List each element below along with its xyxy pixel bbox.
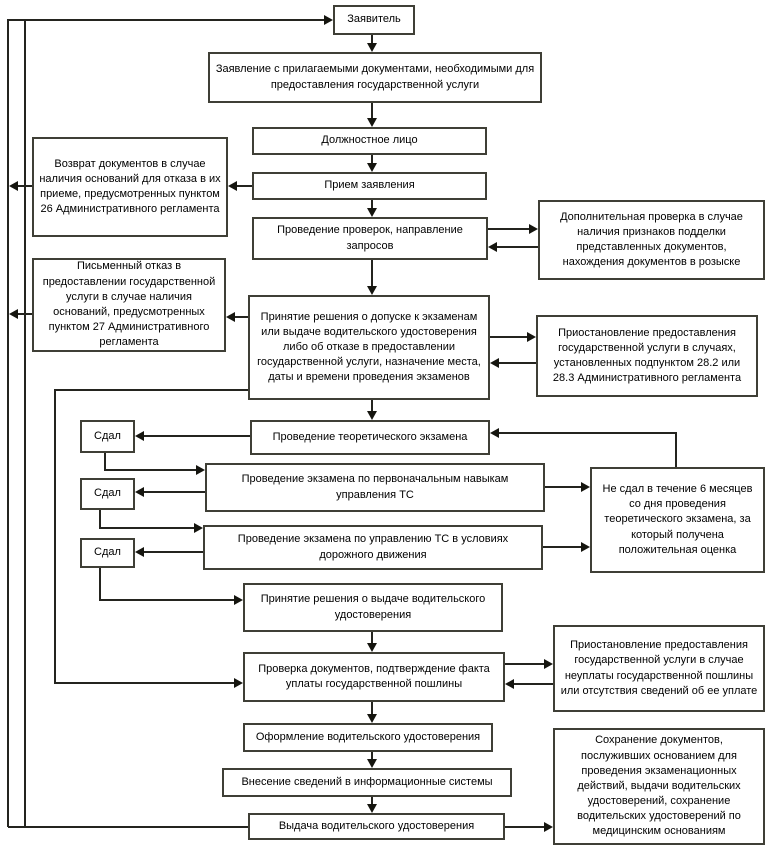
connector-passed2-driving [99, 527, 194, 529]
arrowhead-right-icon [544, 659, 553, 669]
flow-node-skills-exam: Проведение экзамена по первоначальным навыкам управления ТС [205, 463, 545, 512]
flow-node-official: Должностное лицо [252, 127, 487, 155]
connector-skills-passed2 [144, 491, 205, 493]
arrowhead-right-icon [581, 542, 590, 552]
arrowhead-right-icon [324, 15, 333, 25]
connector-bypass-vertical [54, 389, 56, 684]
connector-reception-returndocs [237, 185, 252, 187]
arrowhead-right-icon [234, 678, 243, 688]
connector-returndocs-loop [18, 185, 32, 187]
connector-decision-refusal [235, 316, 248, 318]
arrowhead-left-icon [228, 181, 237, 191]
connector-skills-notpassed [545, 486, 581, 488]
arrowhead-left-icon [490, 358, 499, 368]
arrowhead-left-icon [135, 547, 144, 557]
arrowhead-left-icon [226, 312, 235, 322]
arrowhead-down-icon [367, 759, 377, 768]
connector-susp282-decision-back [499, 362, 536, 364]
connector-loop-to-applicant [8, 19, 324, 21]
connector-issuance-storage [505, 826, 544, 828]
flow-node-passed-1: Сдал [80, 420, 135, 453]
connector-passed3-issuedecision [99, 599, 234, 601]
flow-node-suspension-282: Приостановление предоставления государственной услуги в случаях, установленных подпунктом 28.2 или 28.3 Административного регламента [536, 315, 758, 397]
connector-passed1-skills [104, 469, 196, 471]
connector-refusal-loop [18, 313, 32, 315]
flow-node-issuance: Выдача водительского удостоверения [248, 813, 505, 840]
arrowhead-down-icon [367, 286, 377, 295]
arrowhead-right-icon [581, 482, 590, 492]
flow-node-formalization: Оформление водительского удостоверения [243, 723, 493, 752]
arrowhead-down-icon [367, 714, 377, 723]
connector-docverify-suspfee-out [505, 663, 544, 665]
arrowhead-down-icon [367, 208, 377, 217]
connector-left-outer-line [7, 19, 9, 827]
flow-node-storage: Сохранение документов, послуживших основанием для проведения экзаменационных действий, выдачи водительских удостоверений, сохранение водительских удостоверений по медицинским основаниям [553, 728, 765, 845]
connector-theory-passed1 [144, 435, 250, 437]
arrowhead-down-icon [367, 411, 377, 420]
connector-issuance-loop [8, 826, 248, 828]
connector-bypass-bottom [54, 682, 234, 684]
arrowhead-down-icon [367, 163, 377, 172]
arrowhead-down-icon [367, 118, 377, 127]
arrowhead-right-icon [544, 822, 553, 832]
flow-node-not-passed: Не сдал в течение 6 месяцев со дня проведения теоретического экзамена, за который получена положительная оценка [590, 467, 765, 573]
arrowhead-right-icon [234, 595, 243, 605]
arrowhead-left-icon [9, 181, 18, 191]
arrowhead-left-icon [9, 309, 18, 319]
connector-driving-notpassed [543, 546, 581, 548]
connector-notpassed-theory [499, 432, 677, 434]
arrowhead-left-icon [135, 431, 144, 441]
flow-node-driving-exam: Проведение экзамена по управлению ТС в условиях дорожного движения [203, 525, 543, 570]
flow-node-checks: Проведение проверок, направление запросов [252, 217, 488, 260]
connector-suspfee-docverify-back [514, 683, 553, 685]
arrowhead-right-icon [196, 465, 205, 475]
arrowhead-left-icon [505, 679, 514, 689]
connector-passed3-down [99, 568, 101, 601]
connector-decision-susp282-out [490, 336, 527, 338]
connector-addcheck-checks-back [497, 246, 538, 248]
connector-checks-addcheck-out [488, 228, 529, 230]
arrowhead-left-icon [490, 428, 499, 438]
arrowhead-left-icon [135, 487, 144, 497]
flow-node-issue-decision: Принятие решения о выдаче водительского удостоверения [243, 583, 503, 632]
arrowhead-down-icon [367, 643, 377, 652]
connector-left-inner-line [24, 19, 26, 827]
flow-node-application: Заявление с прилагаемыми документами, необходимыми для предоставления государственной услуги [208, 52, 542, 103]
flow-node-doc-verification: Проверка документов, подтверждение факта уплаты государственной пошлины [243, 652, 505, 702]
connector-driving-passed3 [144, 551, 203, 553]
flow-node-applicant: Заявитель [333, 5, 415, 35]
connector-application-official [371, 103, 373, 119]
arrowhead-right-icon [194, 523, 203, 533]
arrowhead-left-icon [488, 242, 497, 252]
flow-node-passed-2: Сдал [80, 478, 135, 510]
arrowhead-right-icon [529, 224, 538, 234]
flow-node-written-refusal: Письменный отказ в предоставлении государственной услуги в случае наличия оснований, предусмотренных пунктом 27 Административного регламента [32, 258, 226, 352]
connector-notpassed-up [675, 432, 677, 467]
flow-node-admission-decision: Принятие решения о допуске к экзаменам или выдаче водительского удостоверения либо об отказе в предоставлении государственной услуги, назначение места, даты и времени проведения экзаменов [248, 295, 490, 400]
arrowhead-down-icon [367, 43, 377, 52]
flow-node-reception: Прием заявления [252, 172, 487, 200]
flow-node-info-systems: Внесение сведений в информационные системы [222, 768, 512, 797]
flow-node-theory-exam: Проведение теоретического экзамена [250, 420, 490, 455]
flow-node-additional-check: Дополнительная проверка в случае наличия признаков подделки представленных документов, нахождения документов в розыске [538, 200, 765, 280]
flow-node-return-docs: Возврат документов в случае наличия оснований для отказа в их приеме, предусмотренных пунктом 26 Административного регламента [32, 137, 228, 237]
flow-node-passed-3: Сдал [80, 538, 135, 568]
connector-checks-decision [371, 260, 373, 287]
flow-node-suspension-fee: Приостановление предоставления государственной услуги в случае неуплаты государственной пошлины или отсутствия сведений об ее уплате [553, 625, 765, 712]
arrowhead-down-icon [367, 804, 377, 813]
connector-bypass-top [54, 389, 248, 391]
arrowhead-right-icon [527, 332, 536, 342]
